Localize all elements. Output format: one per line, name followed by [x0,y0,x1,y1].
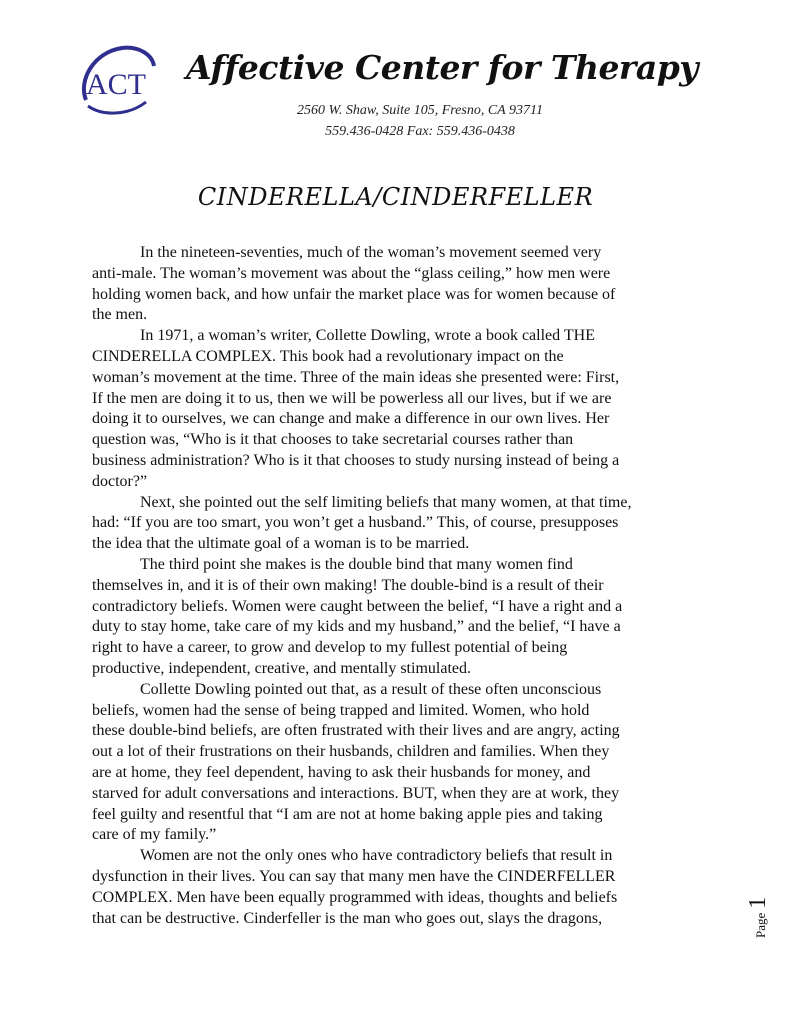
text-line: right to have a career, to grow and develop to my fullest potential of being [92,639,568,657]
text-line: doctor?” [92,472,148,490]
text-line: doing it to ourselves, we can change and make a difference in our own lives. Her [92,410,610,428]
text-line: the men. [92,306,148,324]
text-line: themselves in, and it is of their own making! The double-bind is a result of their [92,576,604,594]
text-line: CINDERELLA COMPLEX. This book had a revolutionary impact on the [92,347,564,365]
organization-name: Affective Center for Therapy [186,48,698,87]
text-line: question was, “Who is it that chooses to take secretarial courses rather than [92,431,574,449]
text-line: holding women back, and how unfair the market place was for women because of [92,285,616,303]
text-line: Women are not the only ones who have contradictory beliefs that result in [140,847,613,865]
text-line: COMPLEX. Men have been equally programmed with ideas, thoughts and beliefs [92,888,618,906]
page-word: Page [753,912,768,938]
text-line: Next, she pointed out the self limiting beliefs that many women, at that time, [140,493,632,511]
page-number-label [737,850,777,940]
address: 2560 W. Shaw, Suite 105, Fresno, CA 93711 [297,103,543,118]
act-logo [76,44,158,118]
text-line: the idea that the ultimate goal of a woman is to be married. [92,535,470,553]
text-line: beliefs, women had the sense of being trapped and limited. Women, who hold [92,701,590,719]
text-line: Collette Dowling pointed out that, as a result of these often unconscious [140,680,602,698]
text-line: care of my family.” [92,826,217,844]
document-title: CINDERELLA/CINDERFELLER [197,183,594,211]
page-number: 1 [745,896,771,909]
text-line: are at home, they feel dependent, having to ask their husbands for money, and [92,763,591,781]
text-line: these double-bind beliefs, are often frustrated with their lives and are angry, acting [92,722,620,740]
text-line: anti-male. The woman’s movement was about the “glass ceiling,” how men were [92,264,611,282]
text-line: If the men are doing it to us, then we will be powerless all our lives, but if we are [92,389,612,407]
text-line: In the nineteen-seventies, much of the woman’s movement seemed very [140,244,602,261]
body-text [92,243,712,929]
text-line: The third point she makes is the double bind that many women find [140,555,573,573]
text-line: duty to stay home, take care of my kids and my husband,” and the belief, “I have a [92,618,621,636]
text-line: woman’s movement at the time. Three of the main ideas she presented were: First, [92,368,620,386]
logo-text: ACT [86,68,146,101]
text-line: that can be destructive. Cinderfeller is the man who goes out, slays the dragons, [92,909,603,927]
text-line: out a lot of their frustrations on their husbands, children and families. When they [92,743,610,761]
text-line: had: “If you are too smart, you won’t get a husband.” This, of course, presupposes [92,514,619,532]
text-line: In 1971, a woman’s writer, Collette Dowling, wrote a book called THE [140,327,595,345]
text-line: business administration? Who is it that chooses to study nursing instead of being a [92,451,620,469]
text-line: dysfunction in their lives. You can say that many men have the CINDERFELLER [92,867,616,885]
text-line: starved for adult conversations and interactions. BUT, when they are at work, they [92,784,620,802]
phone-fax: 559.436-0428 Fax: 559.436-0438 [325,124,515,139]
text-line: productive, independent, creative, and mentally stimulated. [92,659,471,677]
text-line: contradictory beliefs. Women were caught between the belief, “I have a right and a [92,597,623,615]
text-line: feel guilty and resentful that “I am are not at home baking apple pies and taking [92,805,603,823]
